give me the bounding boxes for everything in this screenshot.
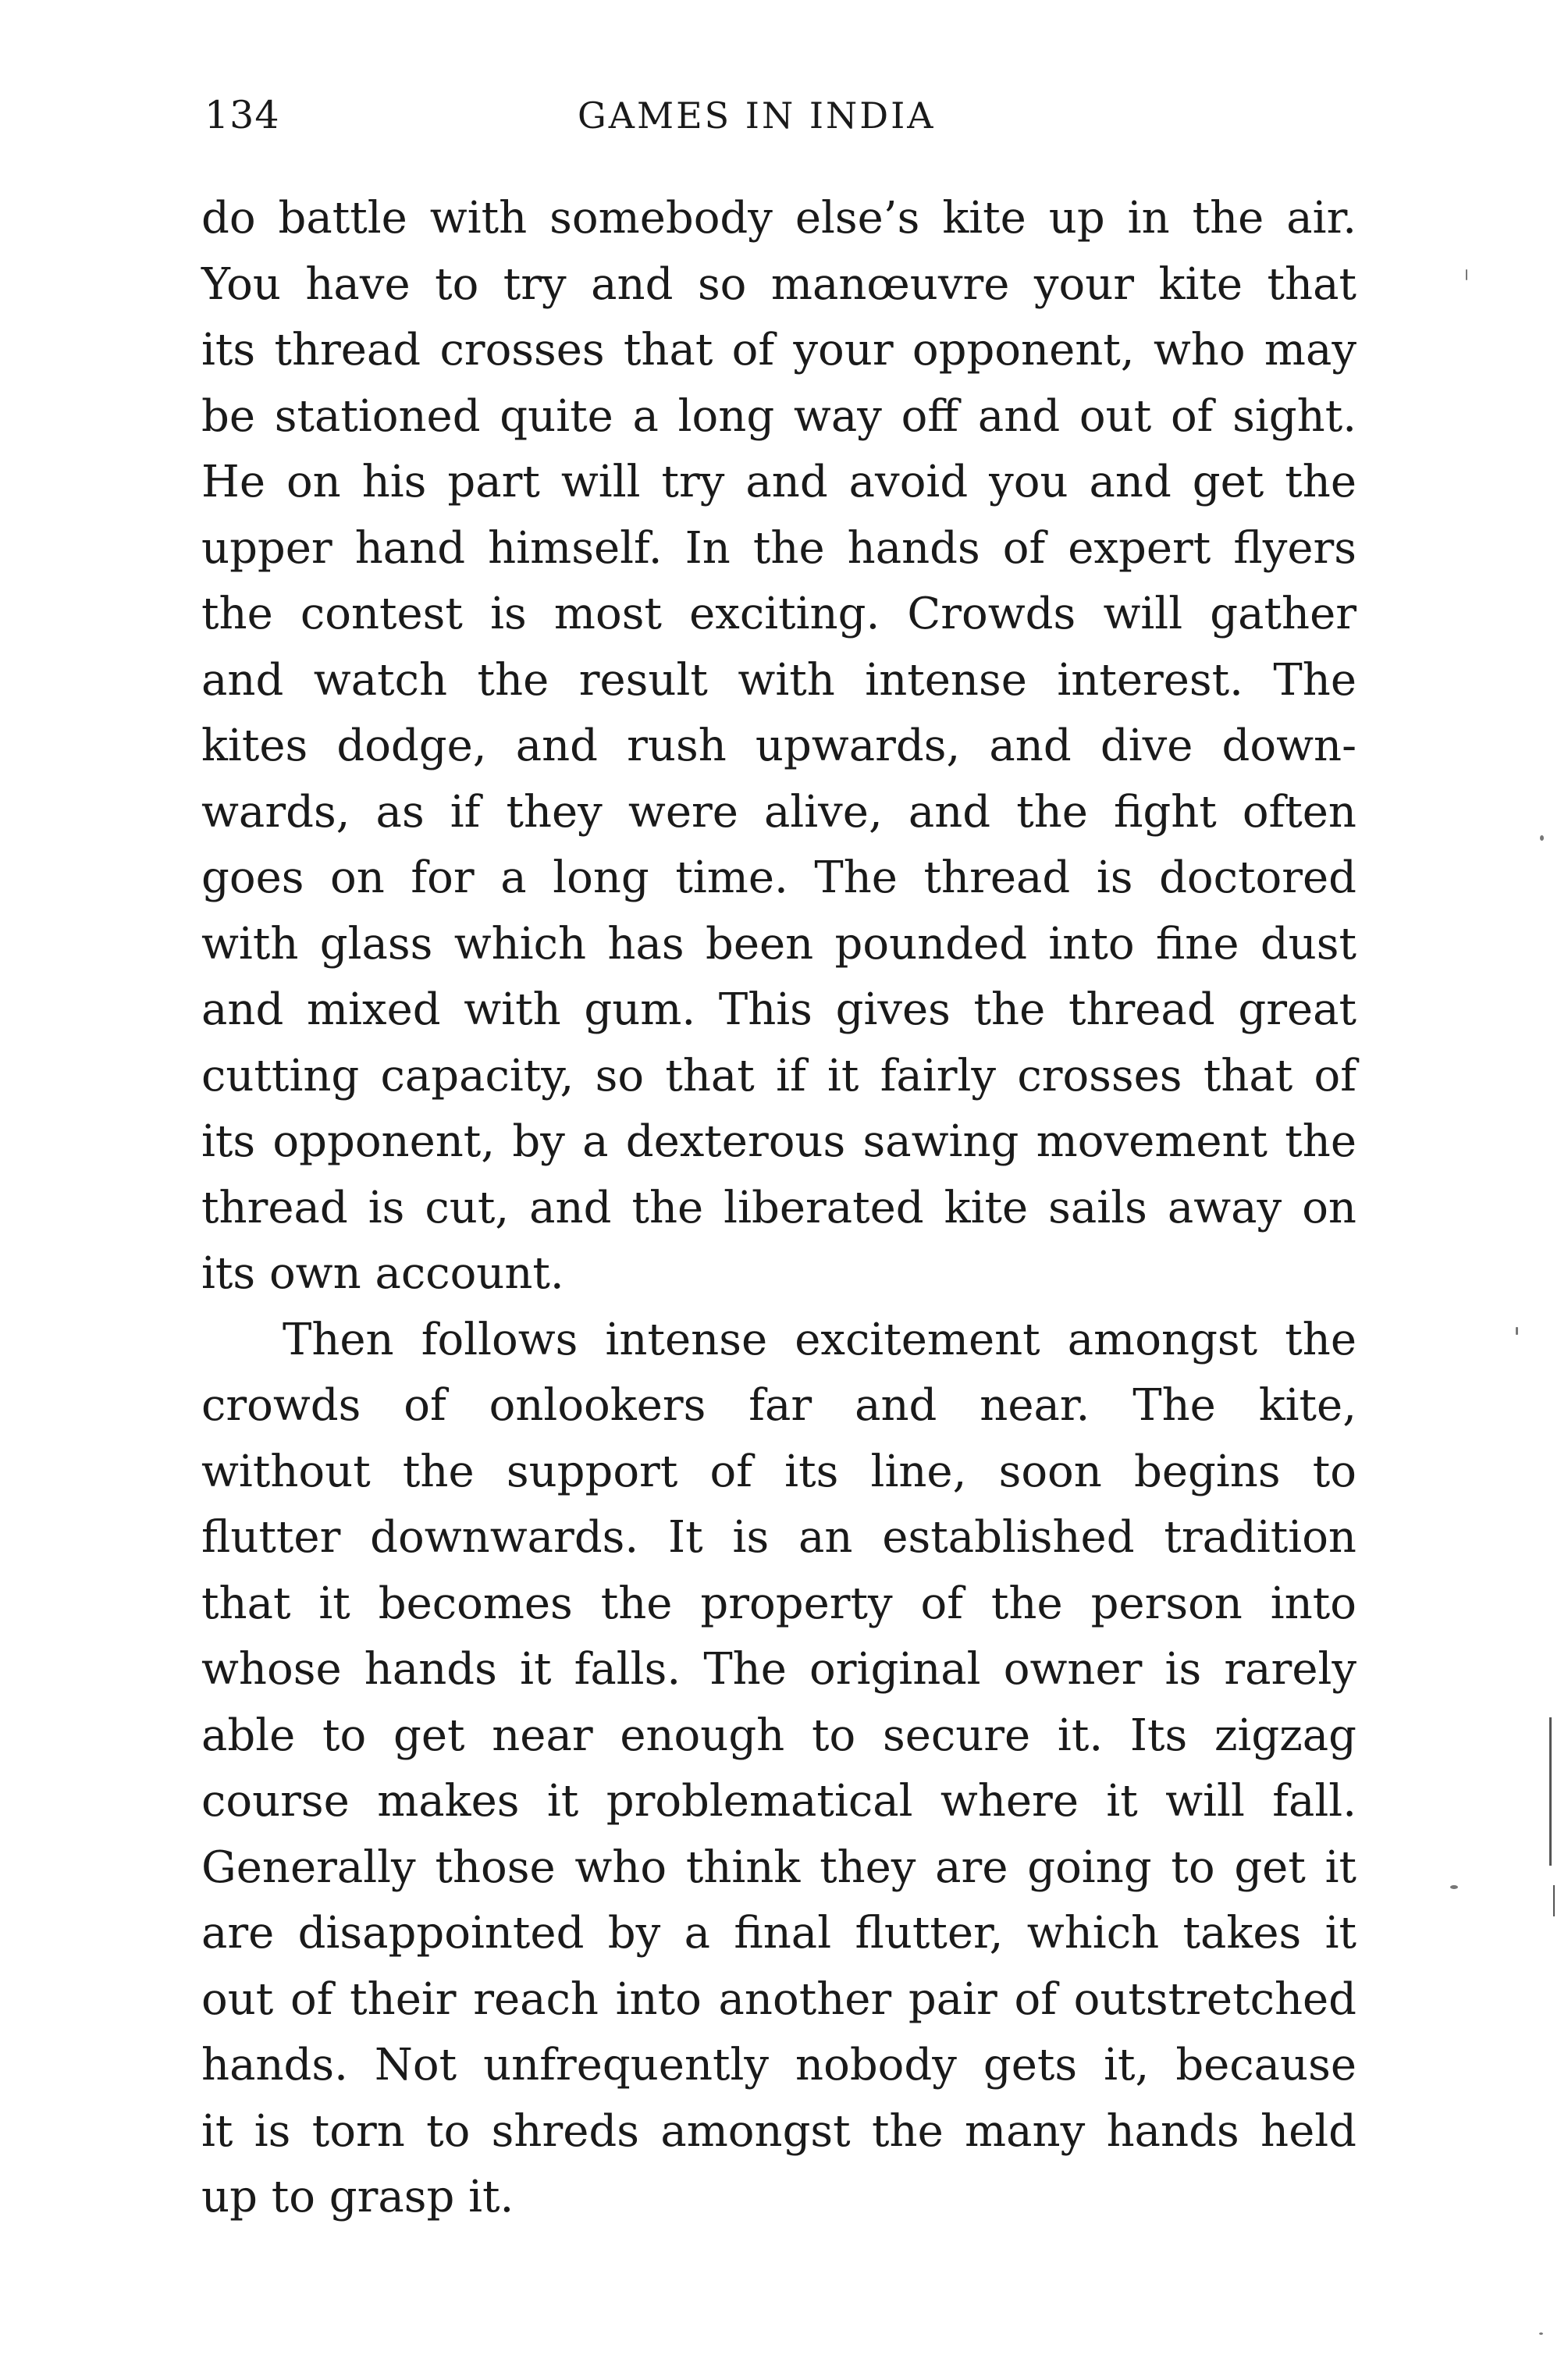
paragraph (201, 1308, 1356, 2231)
text-line: the contest is most exciting. Crowds will gather (201, 589, 1356, 639)
text-line: with glass which has been pounded into fine dust (201, 918, 1356, 970)
text-line: whose hands it falls. The original owner is rarely (201, 1644, 1356, 1695)
running-head: GAMES IN INDIA (578, 94, 936, 137)
text-line: its own account. (201, 1248, 564, 1299)
text-line: do battle with somebody else’s kite up in the air. (201, 193, 1356, 244)
text-line: that it becomes the property of the person into (201, 1578, 1356, 1629)
scan-speck (1539, 2332, 1543, 2335)
text-line: You have to try and so manœuvre your kite that (201, 258, 1356, 310)
text-line: and mixed with gum. This gives the thread great (201, 984, 1356, 1035)
text-line: wards, as if they were alive, and the fight often (201, 786, 1356, 838)
paragraph (201, 186, 1356, 1308)
text-line: Then follows intense excitement amongst the (283, 1314, 1356, 1365)
text-line: be stationed quite a long way off and out of sight. (201, 390, 1356, 442)
text-line: flutter downwards. It is an established tradition (201, 1512, 1356, 1563)
page-number: 134 (204, 93, 280, 137)
text-line: out of their reach into another pair of outstretched (201, 1973, 1356, 2025)
text-line: He on his part will try and avoid you and get the (201, 457, 1356, 507)
text-line: up to grasp it. (201, 2172, 514, 2222)
text-line: its thread crosses that of your opponent, who may (201, 325, 1356, 375)
text-line: and watch the result with intense interest. The (201, 654, 1356, 706)
text-line: crowds of onlookers far and near. The kite, (201, 1380, 1356, 1431)
body-text (201, 186, 1356, 2231)
text-line: upper hand himself. In the hands of expert flyers (201, 522, 1356, 574)
text-line: its opponent, by a dexterous sawing movement the (201, 1116, 1356, 1167)
text-line: cutting capacity, so that if it fairly crosses that of (201, 1050, 1356, 1101)
text-line: Generally those who think they are going to get it (201, 1841, 1356, 1893)
scan-mark (1549, 1717, 1552, 1866)
text-line: without the support of its line, soon begins to (201, 1446, 1356, 1497)
text-line: kites dodge, and rush upwards, and dive down- (201, 721, 1356, 771)
text-line: are disappointed by a final flutter, which takes it (201, 1908, 1356, 1959)
scan-speck (1516, 1327, 1518, 1335)
text-line: hands. Not unfrequently nobody gets it, because (201, 2040, 1356, 2090)
scan-speck (1466, 269, 1467, 280)
text-line: goes on for a long time. The thread is doctored (201, 852, 1356, 903)
scan-speck (1450, 1885, 1458, 1889)
text-line: it is torn to shreds amongst the many hands held (201, 2105, 1356, 2157)
text-line: course makes it problematical where it will fall. (201, 1776, 1356, 1827)
scan-mark (1553, 1885, 1555, 1916)
text-line: thread is cut, and the liberated kite sails away on (201, 1182, 1356, 1233)
scan-speck (1540, 835, 1544, 841)
text-line: able to get near enough to secure it. Its zigzag (201, 1710, 1356, 1761)
